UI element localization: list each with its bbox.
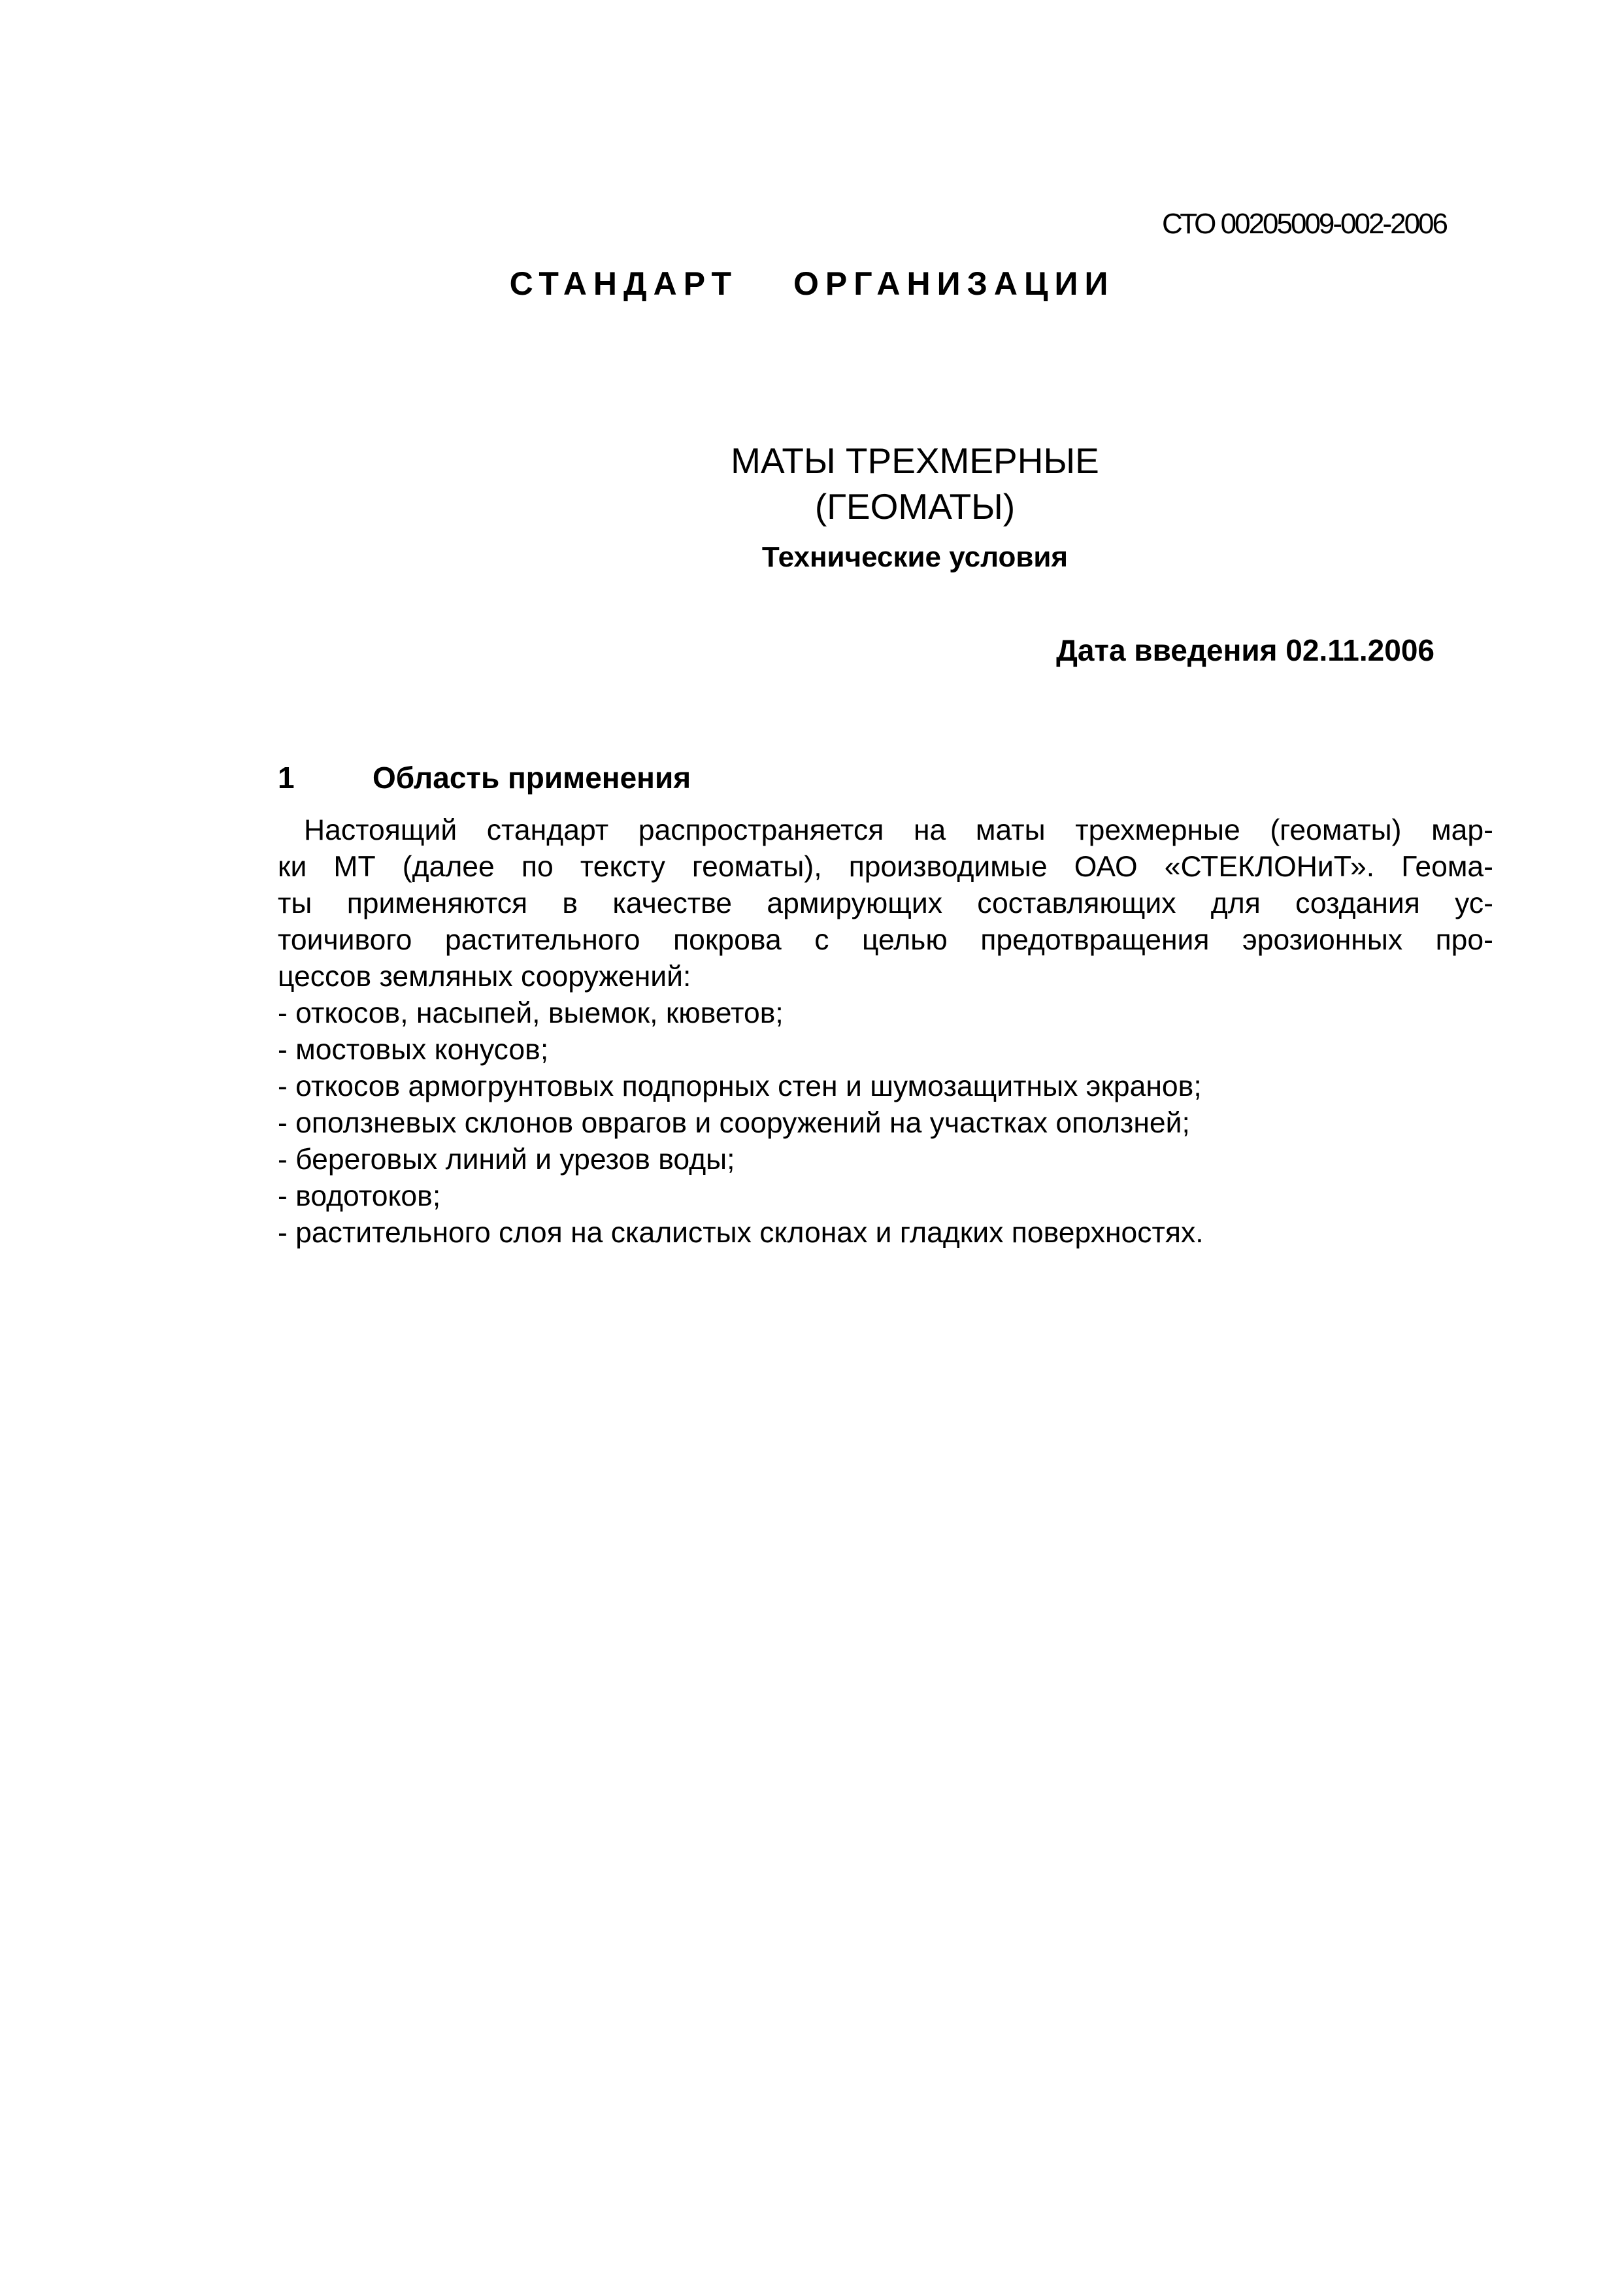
org-title-word-standard: СТАНДАРТ [509,265,738,302]
section-number: 1 [278,761,295,795]
product-title-line-2: (ГЕОМАТЫ) [814,486,1016,527]
product-title-line-1: МАТЫ ТРЕХМЕРНЫЕ [731,440,1099,481]
list-item: - водотоков; [278,1180,441,1212]
list-item: - растительного слоя на скалистых склонах и гладких поверхностях. [278,1217,1204,1249]
introduction-date: Дата введения 02.11.2006 [1056,633,1434,667]
section-heading [278,760,691,795]
paragraph-line: Настоящий стандарт распространяется на маты трехмерные (геоматы) мар- [304,814,1493,846]
list-item: - мостовых конусов; [278,1034,549,1066]
list-item: - береговых линий и урезов воды; [278,1144,735,1176]
list-item: - оползневых склонов оврагов и сооружений на участках оползней; [278,1107,1190,1139]
list-item: - откосов, насыпей, выемок, кюветов; [278,997,784,1029]
paragraph-line: ты применяются в качестве армирующих составляющих для создания ус- [278,887,1493,919]
product-subtitle: Технические условия [761,541,1069,573]
product-title [706,438,1124,529]
paragraph-line: цессов земляных сооружений: [278,961,691,993]
document-code: СТО 00205009-002-2006 [1161,208,1446,240]
organization-standard-title [0,265,1624,303]
list-item: - откосов армогрунтовых подпорных стен и шумозащитных экранов; [278,1070,1202,1102]
org-title-word-organization: ОРГАНИЗАЦИИ [793,265,1115,302]
section-title: Область применения [373,761,691,795]
paragraph-line: тоичивого растительного покрова с целью предотвращения эрозионных про- [278,924,1493,956]
paragraph-line: ки МТ (далее по тексту геоматы), производимые ОАО «СТЕКЛОНиТ». Геома- [278,851,1493,883]
